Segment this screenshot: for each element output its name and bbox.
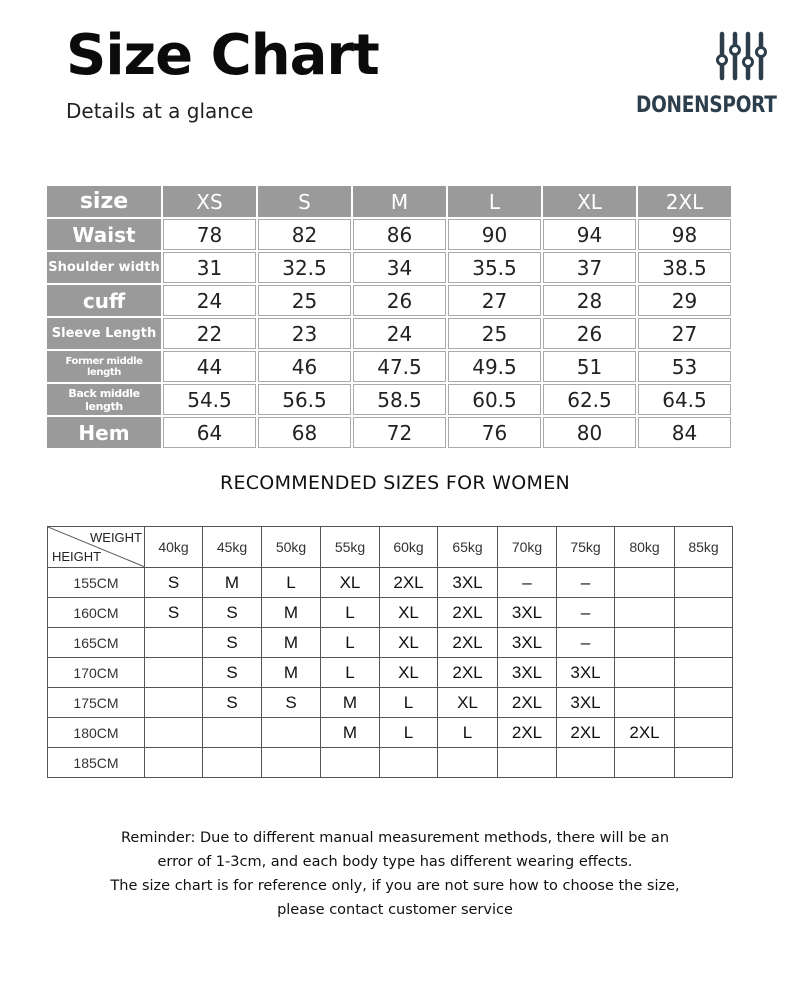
measure-value: 90	[448, 219, 541, 250]
measure-value: 28	[543, 285, 636, 316]
measure-value: 94	[543, 219, 636, 250]
size-cell: M	[262, 628, 321, 658]
size-cell: S	[145, 568, 203, 598]
brand-name: DONENSPORT	[636, 93, 777, 118]
measure-value: 78	[163, 219, 256, 250]
weight-header: 45kg	[203, 527, 262, 568]
weight-label: WEIGHT	[90, 530, 142, 545]
weight-header: 60kg	[380, 527, 438, 568]
size-cell	[380, 748, 438, 778]
size-chart-table	[45, 184, 733, 450]
table-row	[48, 748, 733, 778]
size-cell: L	[380, 718, 438, 748]
size-cell	[615, 688, 675, 718]
weight-header-row	[48, 527, 733, 568]
measure-value: 26	[353, 285, 446, 316]
measure-label: Waist	[47, 219, 161, 250]
size-header: 2XL	[638, 186, 731, 217]
size-cell	[145, 658, 203, 688]
size-cell: 2XL	[380, 568, 438, 598]
weight-header: 40kg	[145, 527, 203, 568]
weight-header: 80kg	[615, 527, 675, 568]
measure-value: 22	[163, 318, 256, 349]
measure-label: Hem	[47, 417, 161, 448]
size-cell: 2XL	[557, 718, 615, 748]
table-row	[47, 384, 731, 415]
recommended-sizes-table	[47, 526, 733, 778]
size-header: XS	[163, 186, 256, 217]
size-cell	[321, 748, 380, 778]
size-cell: XL	[321, 568, 380, 598]
size-cell	[615, 598, 675, 628]
size-cell	[675, 628, 733, 658]
weight-header: 70kg	[498, 527, 557, 568]
size-cell: S	[145, 598, 203, 628]
size-cell: 3XL	[498, 658, 557, 688]
table-row	[48, 568, 733, 598]
weight-header: 75kg	[557, 527, 615, 568]
measure-value: 26	[543, 318, 636, 349]
measure-value: 51	[543, 351, 636, 382]
size-cell	[262, 748, 321, 778]
measure-label: cuff	[47, 285, 161, 316]
size-cell: L	[321, 598, 380, 628]
size-cell	[675, 688, 733, 718]
measure-value: 64.5	[638, 384, 731, 415]
table-row	[47, 285, 731, 316]
size-header: L	[448, 186, 541, 217]
table-row	[48, 598, 733, 628]
measure-value: 54.5	[163, 384, 256, 415]
measure-value: 31	[163, 252, 256, 283]
size-cell: M	[203, 568, 262, 598]
size-cell	[615, 748, 675, 778]
size-cell	[145, 688, 203, 718]
table-row	[48, 628, 733, 658]
measure-label: Shoulder width	[47, 252, 161, 283]
size-cell: S	[203, 598, 262, 628]
size-cell: L	[262, 568, 321, 598]
measure-value: 38.5	[638, 252, 731, 283]
size-cell	[615, 628, 675, 658]
measure-label: Former middle length	[47, 351, 161, 382]
reminder-line: please contact customer service	[277, 902, 513, 918]
measure-label: Back middle length	[47, 384, 161, 415]
table-row	[47, 351, 731, 382]
size-cell	[557, 748, 615, 778]
size-cell	[675, 568, 733, 598]
measure-value: 46	[258, 351, 351, 382]
measure-value: 98	[638, 219, 731, 250]
height-cell: 160CM	[48, 598, 145, 628]
measure-value: 25	[258, 285, 351, 316]
size-cell: L	[438, 718, 498, 748]
measure-value: 35.5	[448, 252, 541, 283]
weight-header: 65kg	[438, 527, 498, 568]
size-cell: 3XL	[557, 688, 615, 718]
size-cell: XL	[438, 688, 498, 718]
size-header: S	[258, 186, 351, 217]
size-cell	[262, 718, 321, 748]
size-cell: M	[321, 688, 380, 718]
size-cell: L	[321, 658, 380, 688]
size-header: M	[353, 186, 446, 217]
height-cell: 165CM	[48, 628, 145, 658]
size-cell	[203, 748, 262, 778]
size-cell: 2XL	[498, 718, 557, 748]
measure-label: Sleeve Length	[47, 318, 161, 349]
size-cell: 3XL	[498, 598, 557, 628]
size-cell: 2XL	[615, 718, 675, 748]
measure-value: 76	[448, 417, 541, 448]
measure-value: 32.5	[258, 252, 351, 283]
size-cell: L	[380, 688, 438, 718]
measure-value: 86	[353, 219, 446, 250]
measure-value: 49.5	[448, 351, 541, 382]
height-cell: 185CM	[48, 748, 145, 778]
size-chart-corner: size	[47, 186, 161, 217]
size-cell	[145, 718, 203, 748]
measure-value: 80	[543, 417, 636, 448]
measure-value: 84	[638, 417, 731, 448]
size-cell	[145, 748, 203, 778]
measure-value: 60.5	[448, 384, 541, 415]
measure-value: 62.5	[543, 384, 636, 415]
table-row	[47, 318, 731, 349]
size-cell: S	[203, 688, 262, 718]
table-row	[48, 658, 733, 688]
measure-value: 34	[353, 252, 446, 283]
size-cell: XL	[380, 628, 438, 658]
size-chart-header-row	[47, 186, 731, 217]
table-row	[48, 718, 733, 748]
height-label: HEIGHT	[52, 549, 102, 564]
height-cell: 155CM	[48, 568, 145, 598]
size-cell: M	[321, 718, 380, 748]
size-cell	[675, 658, 733, 688]
measure-value: 68	[258, 417, 351, 448]
size-cell: XL	[380, 658, 438, 688]
reminder-line: Reminder: Due to different manual measurement methods, there will be an	[120, 830, 670, 846]
table-row	[48, 688, 733, 718]
height-cell: 170CM	[48, 658, 145, 688]
table-row	[47, 417, 731, 448]
table-row	[47, 252, 731, 283]
size-cell	[675, 718, 733, 748]
size-cell	[498, 748, 557, 778]
size-cell: 2XL	[438, 658, 498, 688]
size-cell: –	[498, 568, 557, 598]
size-cell: 2XL	[438, 628, 498, 658]
size-cell: L	[321, 628, 380, 658]
size-cell	[615, 568, 675, 598]
measure-value: 82	[258, 219, 351, 250]
weight-header: 85kg	[675, 527, 733, 568]
size-cell: –	[557, 628, 615, 658]
measure-value: 64	[163, 417, 256, 448]
measure-value: 29	[638, 285, 731, 316]
weight-height-corner	[48, 527, 145, 568]
measure-value: 25	[448, 318, 541, 349]
page-title: Size Chart	[66, 23, 379, 88]
size-cell: 3XL	[557, 658, 615, 688]
weight-header: 55kg	[321, 527, 380, 568]
reminder-note	[0, 826, 790, 922]
size-cell	[438, 748, 498, 778]
size-cell	[145, 628, 203, 658]
size-cell: 3XL	[498, 628, 557, 658]
size-cell: S	[203, 628, 262, 658]
size-cell: 2XL	[438, 598, 498, 628]
size-cell: M	[262, 598, 321, 628]
measure-value: 56.5	[258, 384, 351, 415]
size-cell: M	[262, 658, 321, 688]
size-cell: XL	[380, 598, 438, 628]
measure-value: 27	[638, 318, 731, 349]
size-cell: –	[557, 568, 615, 598]
measure-value: 58.5	[353, 384, 446, 415]
size-cell	[675, 748, 733, 778]
height-cell: 175CM	[48, 688, 145, 718]
size-cell: 2XL	[498, 688, 557, 718]
size-cell	[675, 598, 733, 628]
size-cell: S	[262, 688, 321, 718]
size-cell: 3XL	[438, 568, 498, 598]
recommended-title: RECOMMENDED SIZES FOR WOMEN	[219, 472, 571, 494]
size-header: XL	[543, 186, 636, 217]
measure-value: 47.5	[353, 351, 446, 382]
height-cell: 180CM	[48, 718, 145, 748]
measure-value: 27	[448, 285, 541, 316]
size-cell: S	[203, 658, 262, 688]
measure-value: 24	[163, 285, 256, 316]
page-subtitle: Details at a glance	[66, 99, 254, 123]
table-row	[47, 219, 731, 250]
reminder-line: The size chart is for reference only, if you are not sure how to choose the size,	[110, 878, 680, 894]
size-cell: –	[557, 598, 615, 628]
size-cell	[203, 718, 262, 748]
measure-value: 72	[353, 417, 446, 448]
weight-header: 50kg	[262, 527, 321, 568]
measure-value: 23	[258, 318, 351, 349]
measure-value: 53	[638, 351, 731, 382]
equalizer-sliders-icon	[716, 30, 768, 82]
measure-value: 37	[543, 252, 636, 283]
size-cell	[615, 658, 675, 688]
measure-value: 24	[353, 318, 446, 349]
measure-value: 44	[163, 351, 256, 382]
reminder-line: error of 1-3cm, and each body type has different wearing effects.	[157, 854, 633, 870]
